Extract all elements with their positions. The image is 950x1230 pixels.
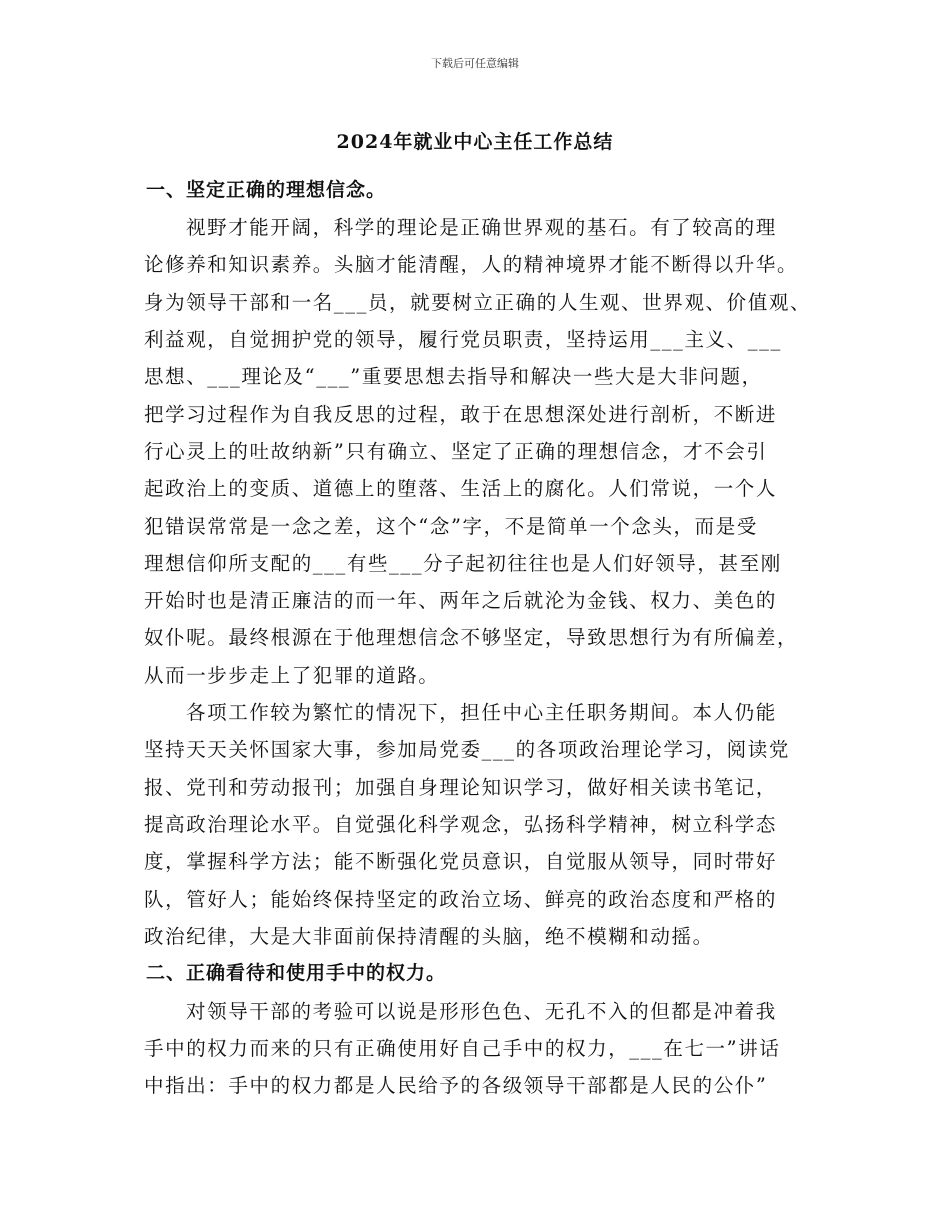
document-title: 2024年就业中心主任工作总结 [336,131,614,153]
paragraph-line: 度，掌握科学方法；能不断强化党员意识，自觉服从领导，同时带好 [144,850,778,873]
paragraph-line: 中指出：手中的权力都是人民给予的各级领导干部都是人民的公仆” [144,1074,768,1097]
paragraph-line: 把学习过程作为自我反思的过程，敢于在思想深处进行剖析，不断进 [144,403,778,426]
paragraph-line: 理想信仰所支配的___有些___分子起初往往也是人们好领导，甚至刚 [144,552,782,575]
paragraph-line: 从而一步步走上了犯罪的道路。 [144,664,440,687]
paragraph-line: 坚持天天关怀国家大事，参加局党委___的各项政治理论学习，阅读党 [144,738,790,761]
paragraph-line: 犯错误常常是一念之差，这个“念”字，不是简单一个念头，而是受 [144,515,758,538]
section-heading-2: 二、正确看待和使用手中的权力。 [146,962,447,984]
page-header-note: 下载后可任意编辑 [431,57,519,70]
paragraph-line: 起政治上的变质、道德上的堕落、生活上的腐化。人们常说，一个人 [144,477,778,500]
paragraph-line: 身为领导干部和一名___员，就要树立正确的人生观、世界观、价值观、 [144,291,812,314]
paragraph-line: 论修养和知识素养。头脑才能清醒，人的精神境界才能不断得以升华。 [144,253,799,276]
paragraph-line: 对领导干部的考验可以说是形形色色、无孔不入的但都是冲着我 [186,1000,777,1023]
paragraph-line: 思想、___理论及“___”重要思想去指导和解决一些大是大非问题， [144,365,763,388]
paragraph-line: 队，管好人；能始终保持坚定的政治立场、鲜亮的政治态度和严格的 [144,888,778,911]
paragraph-line: 提高政治理论水平。自觉强化科学观念，弘扬科学精神，树立科学态 [144,813,778,836]
paragraph-line: 各项工作较为繁忙的情况下，担任中心主任职务期间。本人仍能 [186,701,777,724]
paragraph-line: 利益观，自觉拥护党的领导，履行党员职责，坚持运用___主义、___ [144,328,782,351]
paragraph-line: 行心灵上的吐故纳新”只有确立、坚定了正确的理想信念，才不会引 [144,440,768,463]
section-heading-1: 一、坚定正确的理想信念。 [146,179,387,201]
paragraph-line: 手中的权力而来的只有正确使用好自己手中的权力，___在七一”讲话 [144,1037,781,1060]
paragraph-line: 开始时也是清正廉洁的而一年、两年之后就沦为金钱、权力、美色的 [144,589,778,612]
paragraph-line: 政治纪律，大是大非面前保持清醒的头脑，绝不模糊和动摇。 [144,925,714,948]
paragraph-line: 奴仆呢。最终根源在于他理想信念不够坚定，导致思想行为有所偏差， [144,626,799,649]
paragraph-line: 报、党刊和劳动报刊；加强自身理论知识学习，做好相关读书笔记， [144,776,778,799]
paragraph-line: 视野才能开阔，科学的理论是正确世界观的基石。有了较高的理 [186,216,777,239]
